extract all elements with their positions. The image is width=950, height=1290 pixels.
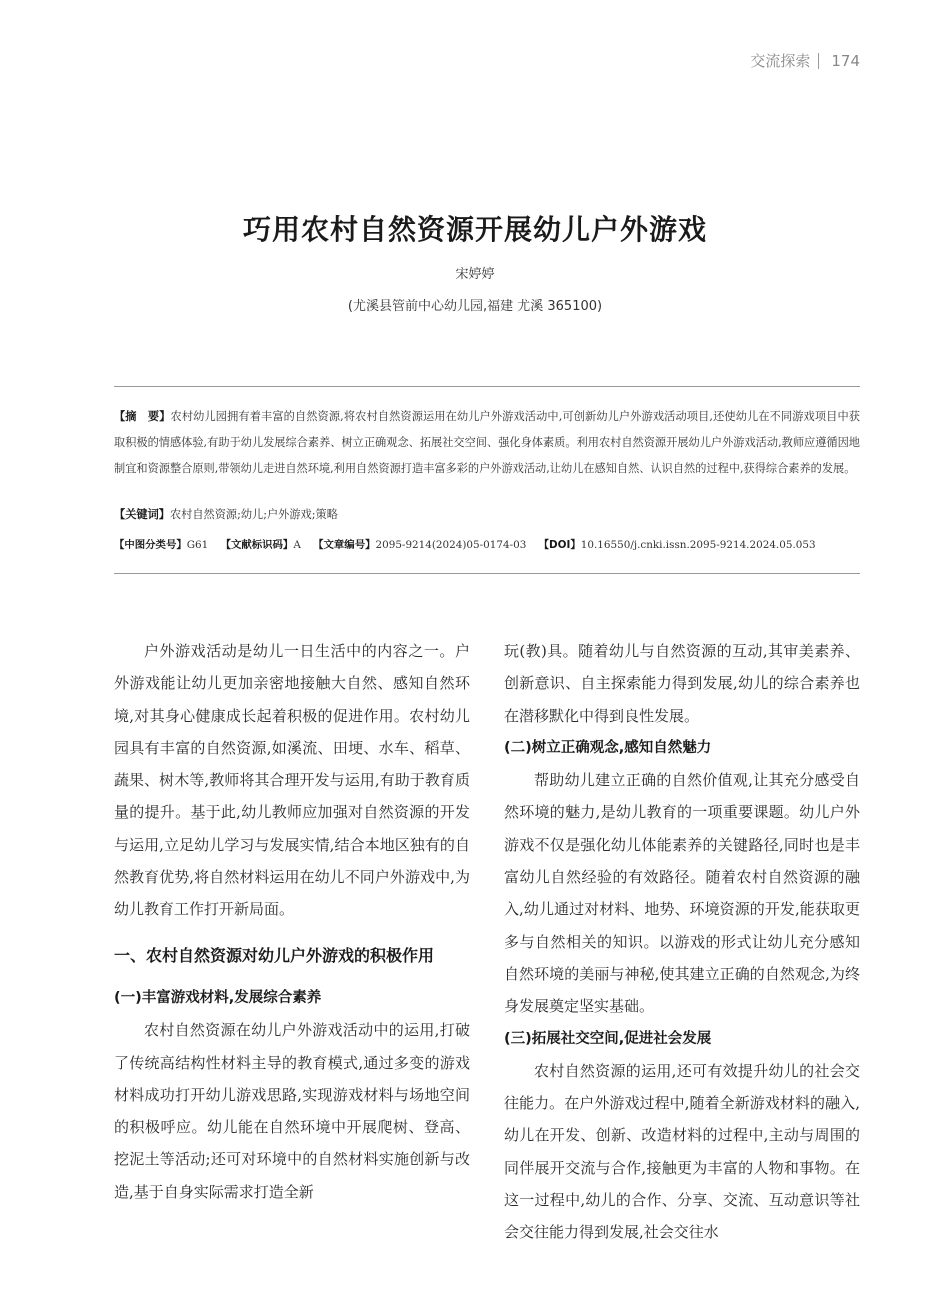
keywords-text: 农村自然资源;幼儿;户外游戏;策略	[169, 508, 338, 521]
keywords-label: 【关键词】	[114, 508, 170, 521]
subsection-1-continuation: 玩(教)具。随着幼儿与自然资源的互动,其审美素养、创新意识、自主探索能力得到发展,幼儿的综合素养也在潜移默化中得到良性发展。	[504, 642, 860, 725]
clc-value: G61	[186, 539, 209, 551]
doc-code-value: A	[293, 539, 301, 551]
abstract	[114, 404, 860, 482]
clc-label: 【中图分类号】	[114, 539, 187, 551]
author-affiliation: (尤溪县管前中心幼儿园,福建 尤溪 365100)	[347, 299, 603, 314]
page-number: 174	[831, 51, 860, 70]
subsection-3-heading: (三)拓展社交空间,促进社会发展	[504, 1030, 712, 1047]
intro-paragraph: 户外游戏活动是幼儿一日生活中的内容之一。户外游戏能让幼儿更加亲密地接触大自然、感知自然环境,对其身心健康成长起着积极的促进作用。农村幼儿园具有丰富的自然资源,如溪流、田埂、水车、稻草、蔬果、树木等,教师将其合理开发与运用,有助于教育质量的提升。基于此,幼儿教师应加强对自然资源的开发与运用,立足幼儿学习与发展实情,结合本地区独有的自然教育优势,将自然材料运用在幼儿不同户外游戏中,为幼儿教育工作打开新局面。	[114, 642, 470, 919]
left-column	[114, 635, 470, 1208]
abstract-text: 农村幼儿园拥有着丰富的自然资源,将农村自然资源运用在幼儿户外游戏活动中,可创新幼儿户外游戏活动项目,还使幼儿在不同游戏项目中获取积极的情感体验,有助于幼儿发展综合素养、树立正确观念、拓展社交空间、强化身体素质。利用农村自然资源开展幼儿户外游戏活动,教师应遵循因地制宜和资源整合原则,带领幼儿走进自然环境,利用自然资源打造丰富多彩的户外游戏活动,让幼儿在感知自然、认识自然的过程中,获得综合素养的发展。	[114, 410, 860, 475]
article-metadata	[114, 535, 874, 555]
section-name: 交流探索	[750, 52, 811, 70]
article-number-value: 2095-9214(2024)05-0174-03	[375, 539, 527, 551]
subsection-2-paragraph: 帮助幼儿建立正确的自然价值观,让其充分感受自然环境的魅力,是幼儿教育的一项重要课题。幼儿户外游戏不仅是强化幼儿体能素养的关键路径,同时也是丰富幼儿自然经验的有效路径。随着农村自然资源的融入,幼儿通过对材料、地势、环境资源的开发,能获取更多与自然相关的知识。以游戏的形式让幼儿充分感知自然环境的美丽与神秘,使其建立正确的自然观念,为终身发展奠定坚实基础。	[504, 771, 860, 1016]
section-1-heading: 一、农村自然资源对幼儿户外游戏的积极作用	[114, 945, 435, 965]
subsection-1-paragraph: 农村自然资源在幼儿户外游戏活动中的运用,打破了传统高结构性材料主导的教育模式,通过多变的游戏材料成功打开幼儿游戏思路,实现游戏材料与场地空间的积极呼应。幼儿能在自然环境中开展爬树、登高、挖泥土等活动;还可对环境中的自然材料实施创新与改造,基于自身实际需求打造全新	[114, 1021, 470, 1201]
top-divider	[114, 386, 860, 387]
bottom-divider	[114, 573, 860, 574]
article-number-label: 【文章编号】	[313, 539, 376, 551]
doi-label: 【DOI】	[538, 539, 581, 551]
subsection-3-paragraph: 农村自然资源的运用,还可有效提升幼儿的社会交往能力。在户外游戏过程中,随着全新游戏材料的融入,幼儿在开发、创新、改造材料的过程中,主动与周围的同伴展开交流与合作,接触更为丰富的人物和事物。在这一过程中,幼儿的合作、分享、交流、互动意识等社会交往能力得到发展,社会交往水	[504, 1061, 860, 1242]
doc-code-label: 【文献标识码】	[220, 539, 294, 551]
article-title: 巧用农村自然资源开展幼儿户外游戏	[242, 213, 707, 246]
author-name: 宋婷婷	[455, 267, 495, 282]
right-column	[504, 635, 860, 1249]
subsection-1-heading: (一)丰富游戏材料,发展综合素养	[114, 989, 322, 1006]
abstract-label: 【摘 要】	[114, 410, 171, 423]
running-header	[750, 50, 860, 71]
header-divider	[818, 53, 819, 69]
subsection-2-heading: (二)树立正确观念,感知自然魅力	[504, 739, 712, 756]
keywords	[114, 505, 860, 525]
doi-value: 10.16550/j.cnki.issn.2095-9214.2024.05.053	[580, 539, 816, 551]
